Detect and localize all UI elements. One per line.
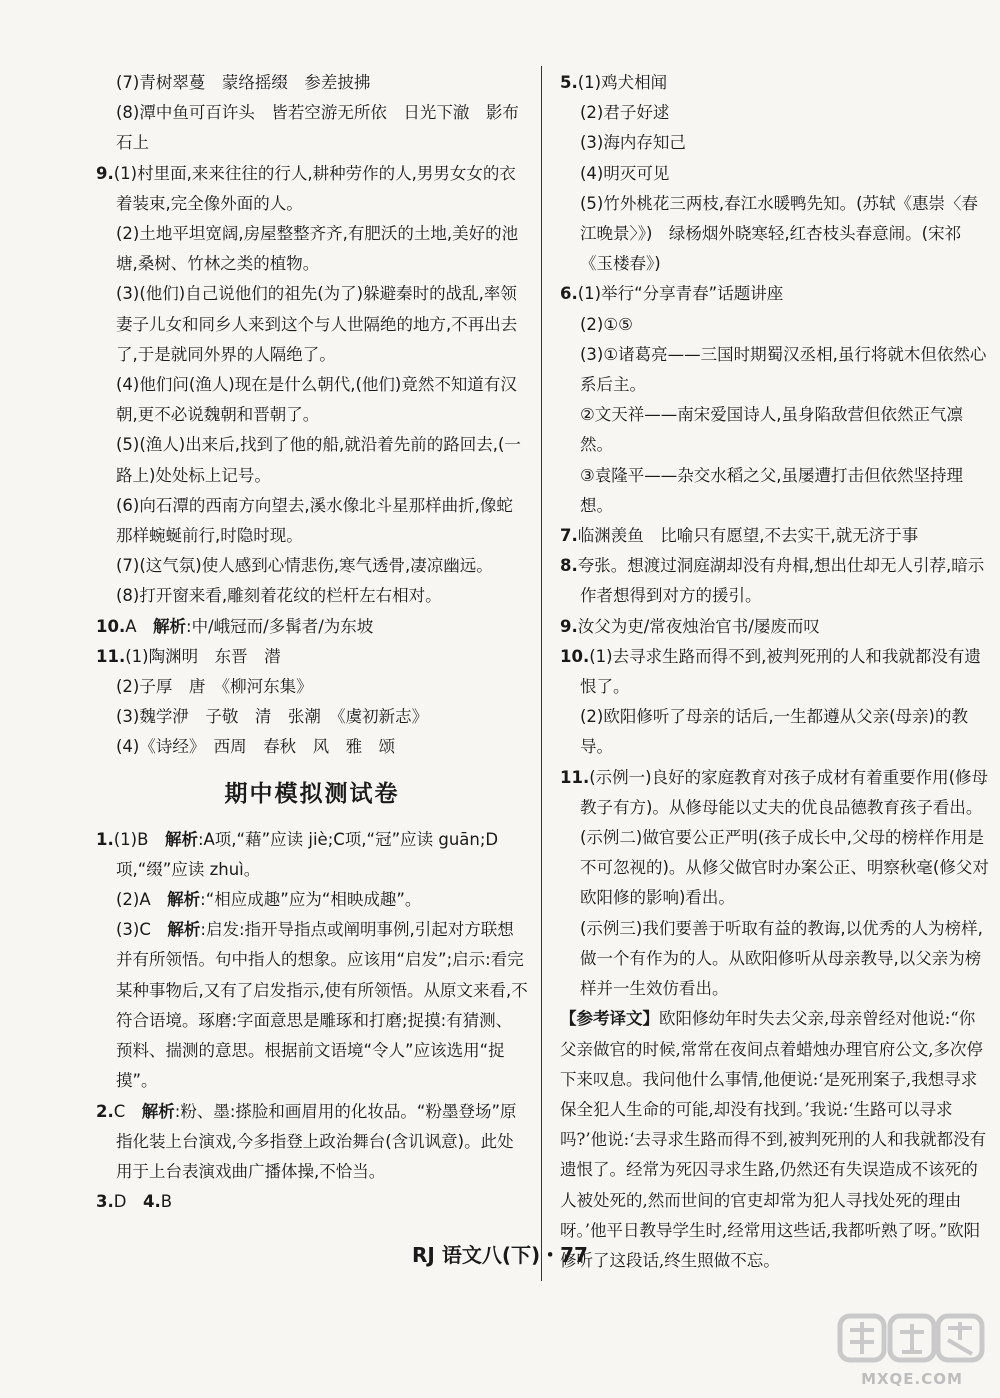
answer-line: (4)他们问(渔人)现在是什么朝代,(他们)竟然不知道有汉朝,更不必说魏朝和晋朝了。 xyxy=(116,375,517,425)
answer-line: (3)海内存知己 xyxy=(580,133,686,153)
answer-line: (7)(这气氛)使人感到心情悲伤,寒气透骨,凄凉幽远。 xyxy=(116,556,493,576)
analysis-label: 解析 xyxy=(153,616,187,636)
answer-choice: D xyxy=(113,1192,143,1212)
question-5 xyxy=(560,68,990,98)
answer-text: (1)村里面,来来往往的行人,耕种劳作的人,男男女女的衣着装束,完全像外面的人。 xyxy=(113,163,516,213)
question-11 xyxy=(96,642,528,672)
answer-line: (2)君子好逑 xyxy=(580,103,670,123)
column-divider xyxy=(541,66,542,1281)
analysis-text: :A项,“藉”应读 jiè;C项,“冠”应读 guān;D项,“缀”应读 zhuì。 xyxy=(116,829,499,879)
question-10 xyxy=(560,642,990,702)
question-number: 9. xyxy=(560,616,578,636)
page-footer: RJ 语文八(下)・77 xyxy=(412,1243,588,1267)
answer-line: (示例二)做官要公正严明(孩子成长中,父母的榜样作用是不可忽视的)。从修父做官时办案公正、明察秋毫(修父对欧阳修的影响)看出。 xyxy=(580,828,989,908)
answer-choice: (2)A xyxy=(116,890,168,910)
analysis-text: :粉、墨:搽脸和画眉用的化妆品。“粉墨登场”原指化装上台演戏,今多指登上政治舞台(含讥讽意)。此处用于上台表演戏曲广播体操,不恰当。 xyxy=(116,1101,517,1181)
analysis-label: 解析 xyxy=(164,829,198,849)
question-9 xyxy=(96,159,528,219)
question-8 xyxy=(560,551,990,611)
reference-text: 欧阳修幼年时失去父亲,母亲曾经对他说:“你父亲做官的时候,常常在夜间点着蜡烛办理官府公文,多次停下来叹息。我问他什么事情,他便说:‘是死刑案子,我想寻求保全犯人生命的可能,却没有找到。’我说:‘生路可以寻求吗?’他说:‘去寻求生路而得不到,被判死刑的人和我就都没有遗恨了。经常为死囚寻求生路,仍然还有失误造成不该死的人被处死的,然而世间的官吏却常为犯人寻找处死的理由呀。’他平日教导学生时,经常用这些话,我都听熟了呀。”欧阳修听了这段话,终生照做不忘。 xyxy=(560,1009,987,1270)
answer-line: (2)土地平坦宽阔,房屋整整齐齐,有肥沃的土地,美好的池塘,桑树、竹林之类的植物。 xyxy=(116,224,519,274)
midterm-question-1 xyxy=(96,825,528,885)
answer-line: (5)(渔人)出来后,找到了他的船,就沿着先前的路回去,(一路上)处处标上记号。 xyxy=(116,435,521,485)
answer-line: (3)①诸葛亮——三国时期蜀汉丞相,虽行将就木但依然心系后主。 xyxy=(580,344,987,395)
analysis-text: :“相应成趣”应为“相映成趣”。 xyxy=(200,890,422,910)
analysis-label: 解析 xyxy=(141,1101,175,1121)
question-6 xyxy=(560,279,990,309)
question-10 xyxy=(96,612,528,642)
question-number: 7. xyxy=(560,526,578,546)
answer-line: ③袁隆平——杂交水稻之父,虽屡遭打击但依然坚持理想。 xyxy=(580,465,964,515)
answer-text: 夸张。想渡过洞庭湖却没有舟楫,想出仕却无人引荐,暗示作者想得到对方的援引。 xyxy=(577,556,985,606)
question-number: 8. xyxy=(560,556,578,576)
answer-choice: (1)B xyxy=(113,829,165,849)
answer-text: 汝父为吏/常夜烛治官书/屡废而叹 xyxy=(577,616,820,636)
answer-line: (8)潭中鱼可百许头 皆若空游无所依 日光下澈 影布石上 xyxy=(116,103,519,153)
answer-line: (4)《诗经》 西周 春秋 风 雅 颂 xyxy=(116,737,396,757)
answer-line: (6)向石潭的西南方向望去,溪水像北斗星那样曲折,像蛇那样蜿蜒前行,时隐时现。 xyxy=(116,495,513,546)
question-number: 1. xyxy=(96,829,114,849)
answer-text: (1)陶渊明 东晋 潜 xyxy=(125,646,281,666)
answer-line: (8)打开窗来看,雕刻着花纹的栏杆左右相对。 xyxy=(116,586,442,606)
answer-text: (1)举行“分享青春”话题讲座 xyxy=(577,284,784,304)
analysis-text: :中/峨冠而/多髯者/为东坡 xyxy=(186,616,374,636)
answer-choice: A xyxy=(125,616,154,636)
answer-line: (2)欧阳修听了母亲的话后,一生都遵从父亲(母亲)的教导。 xyxy=(580,707,968,757)
reference-translation xyxy=(560,1004,990,1276)
section-title: 期中模拟测试卷 xyxy=(224,780,400,807)
answer-choice: B xyxy=(160,1192,173,1212)
answer-line xyxy=(96,915,528,1096)
watermark-text: MXQE.COM xyxy=(861,1370,963,1388)
answer-text: (示例一)良好的家庭教育对孩子成材有着重要作用(修母教子有方)。从修母能以丈夫的优良品德教育孩子看出。 xyxy=(580,767,989,817)
question-number: 2. xyxy=(96,1101,114,1121)
answer-line: (3)魏学洢 子敬 清 张潮 《虞初新志》 xyxy=(116,707,429,727)
question-number: 9. xyxy=(96,163,114,183)
answer-line: (2)①⑤ xyxy=(580,314,633,334)
midterm-question-2 xyxy=(96,1097,528,1188)
answer-line: (4)明灭可见 xyxy=(580,163,670,183)
answer-line: ②文天祥——南宋爱国诗人,虽身陷敌营但依然正气凛然。 xyxy=(580,405,964,455)
reference-label: 【参考译文】 xyxy=(560,1009,659,1029)
question-9 xyxy=(560,612,990,642)
question-11 xyxy=(560,763,990,823)
answer-text: 临渊羡鱼 比喻只有愿望,不去实干,就无济于事 xyxy=(577,526,919,546)
question-7 xyxy=(560,521,990,551)
question-number: 3. xyxy=(96,1192,114,1212)
answer-line: (示例三)我们要善于听取有益的教诲,以优秀的人为榜样,做一个有作为的人。从欧阳修听从母亲教导,以父亲为榜样并一生效仿看出。 xyxy=(580,918,983,999)
answer-line xyxy=(96,885,528,915)
question-number: 10. xyxy=(96,616,126,636)
question-number: 10. xyxy=(560,646,590,666)
answer-line: (7)青树翠蔓 蒙络摇缀 参差披拂 xyxy=(116,73,371,92)
right-column xyxy=(560,68,990,1276)
question-number: 4. xyxy=(142,1192,161,1212)
left-column xyxy=(96,68,528,1217)
answer-text: (1)去寻求生路而得不到,被判死刑的人和我就都没有遗恨了。 xyxy=(580,646,981,697)
answer-line: (2)子厚 唐 《柳河东集》 xyxy=(116,677,313,697)
answer-choice: (3)C xyxy=(116,920,168,940)
question-number: 11. xyxy=(560,767,590,787)
question-number: 11. xyxy=(96,646,126,666)
analysis-label: 解析 xyxy=(167,890,201,910)
analysis-label: 解析 xyxy=(167,920,201,940)
answer-line: (5)竹外桃花三两枝,春江水暖鸭先知。(苏轼《惠崇〈春江晚景〉》) 绿杨烟外晓寒轻,红杏枝头春意闹。(宋祁《玉楼春》) xyxy=(580,193,979,274)
question-number: 6. xyxy=(560,284,578,304)
analysis-text: :启发:指开导指点或阐明事例,引起对方联想并有所领悟。句中指人的想象。应该用“启发”;启示:看完某种事物后,又有了启发指示,使有所领悟。从原文来看,不符合语境。琢磨:字面意思是雕琢和打磨;捉摸:有猜测、预料、揣测的意思。根据前文语境“令人”应该选用“捉摸”。 xyxy=(116,920,528,1091)
midterm-questions-3-4 xyxy=(96,1187,528,1217)
answer-text: (1)鸡犬相闻 xyxy=(577,73,668,92)
answer-line: (3)(他们)自己说他们的祖先(为了)躲避秦时的战乱,率领妻子儿女和同乡人来到这个与人世隔绝的地方,不再出去了,于是就同外界的人隔绝了。 xyxy=(116,284,518,364)
answer-choice: C xyxy=(113,1101,142,1121)
question-number: 5. xyxy=(560,73,578,92)
